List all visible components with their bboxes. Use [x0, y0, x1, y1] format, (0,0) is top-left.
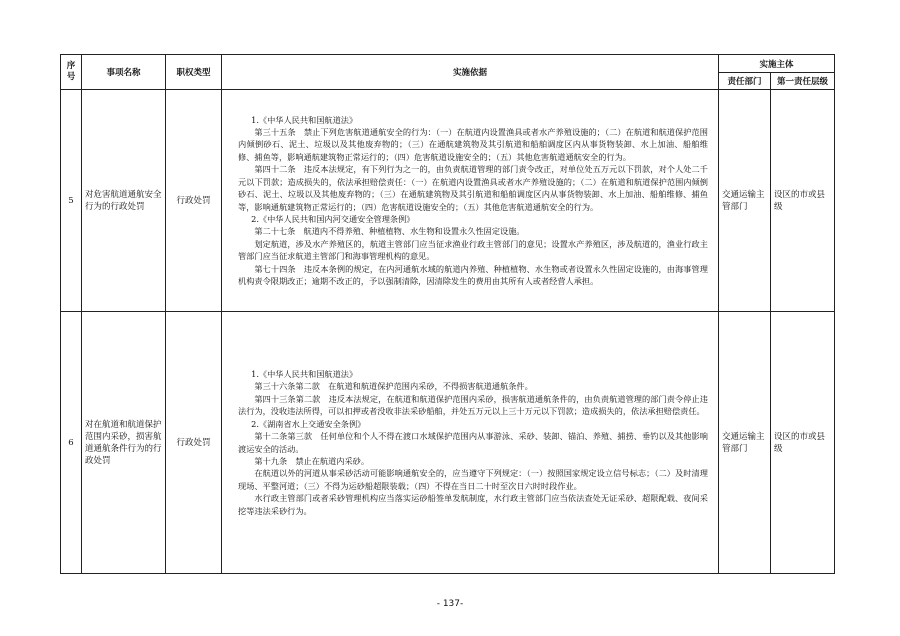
row-authority-type: 行政处罚	[166, 312, 222, 574]
row-seq: 6	[61, 312, 82, 574]
row-responsibility-level: 设区的市或县级	[771, 90, 835, 312]
basis-paragraph: 第七十四条 违反本条例的规定，在内河通航水域的航道内养殖、种植植物、水生物或者设置永久性固定设施的，由海事管理机构责令限期改正；逾期不改正的，予以强制清除，因清除发生的费用由其所有人或者经营人承担。	[238, 263, 708, 286]
row-responsibility-level: 设区的市或县级	[771, 312, 835, 574]
row-basis	[222, 90, 719, 312]
row-responsible-dept: 交通运输主管部门	[719, 312, 771, 574]
basis-paragraph: 2.《中华人民共和国内河交通安全管理条例》	[251, 213, 415, 224]
basis-paragraph: 第三十五条 禁止下列危害航道通航安全的行为：（一）在航道内设置渔具或者水产养殖设施的；（二）在航道和航道保护范围内倾倒砂石、泥土、垃圾以及其他废弃物的；（三）在通航建筑物及其引航道和船舶调度区内从事货物装卸、水上加油、船舶维修、捕鱼等，影响通航建筑物正常运行的；（四）危害航道设施安全的；（五）其他危害航道通航安全的行为。	[238, 127, 708, 162]
table-row	[61, 312, 835, 574]
header-seq-char: 号	[66, 72, 76, 82]
row-seq: 5	[61, 90, 82, 312]
basis-paragraph: 2.《湖南省水上交通安全条例》	[251, 418, 366, 429]
basis-paragraph: 1.《中华人民共和国航道法》	[251, 114, 358, 125]
basis-paragraph: 第十九条 禁止在航道内采砂。	[254, 455, 370, 466]
basis-paragraph: 划定航道，涉及水产养殖区的，航道主管部门应当征求渔业行政主管部门的意见；设置水产养殖区，涉及航道的，渔业行政主管部门应当征求航道主管部门和海事管理机构的意见。	[238, 238, 708, 262]
authority-table	[60, 54, 835, 574]
header-level: 第一责任层级	[771, 73, 835, 90]
basis-paragraph: 在航道以外的河道从事采砂活动可能影响通航安全的，应当遵守下列规定：（一）按照国家规定设立信号标志；（二）及时清理现场、平整河道；（三）不得为运砂船超限装载；（四）不得在当日二十时至次日六时时段作业。	[238, 468, 708, 491]
basis-paragraph: 1.《中华人民共和国航道法》	[251, 369, 358, 380]
header-type: 职权类型	[166, 55, 222, 90]
row-item-name: 对在航道和航道保护范围内采砂，损害航道通航条件行为的行政处罚	[82, 312, 166, 574]
basis-paragraph: 第四十二条 违反本法规定，有下列行为之一的，由负责航道管理的部门责令改正，对单位处五万元以下罚款，对个人处二千元以下罚款；造成损失的，依法承担赔偿责任：（一）在航道内设置渔具或者水产养殖设施的；（二）在航道和航道保护范围内倾倒砂石、泥土、垃圾以及其他废弃物的；（三）在通航建筑物及其引航道和船舶调度区内从事货物装卸、水上加油、船舶维修、捕鱼等，影响通航建筑物正常运行的；（四）危害航道设施安全的；（五）其他危害航道通航安全的行为。	[238, 164, 708, 212]
header-name: 事项名称	[82, 55, 166, 90]
row-basis	[222, 312, 719, 574]
row-item-name: 对危害航道通航安全行为的行政处罚	[82, 90, 166, 312]
header-seq-char: 序	[66, 61, 76, 71]
basis-paragraph: 第四十三条第二款 违反本法规定，在航道和航道保护范围内采砂，损害航道通航条件的，由负责航道管理的部门责令停止违法行为，没收违法所得，可以扣押或者没收非法采砂船舶，并处五万元以上三十万元以下罚款；造成损失的，依法承担赔偿责任。	[238, 393, 708, 417]
basis-paragraph: 第二十七条 航道内不得养殖、种植植物、水生物和设置永久性固定设施。	[254, 226, 525, 237]
basis-paragraph: 第三十六条第二款 在航道和航道保护范围内采砂，不得损害航道通航条件。	[254, 381, 533, 392]
header-subject: 实施主体	[719, 55, 835, 73]
row-authority-type: 行政处罚	[166, 90, 222, 312]
basis-paragraph: 水行政主管部门或者采砂管理机构应当落实运砂船签单发航制度，水行政主管部门应当依法查处无证采砂、超限配载、夜间采挖等违法采砂行为。	[238, 493, 708, 516]
row-responsible-dept: 交通运输主管部门	[719, 90, 771, 312]
header-seq	[61, 55, 82, 90]
table-row	[61, 90, 835, 312]
basis-paragraph: 第十二条第三款 任何单位和个人不得在渡口水域保护范围内从事游泳、采砂、装卸、锚泊、养殖、捕捞、垂钓以及其他影响渡运安全的活动。	[238, 431, 708, 454]
header-basis: 实施依据	[222, 55, 719, 90]
header-dept: 责任部门	[719, 73, 771, 90]
page-number: - 137-	[436, 599, 464, 609]
